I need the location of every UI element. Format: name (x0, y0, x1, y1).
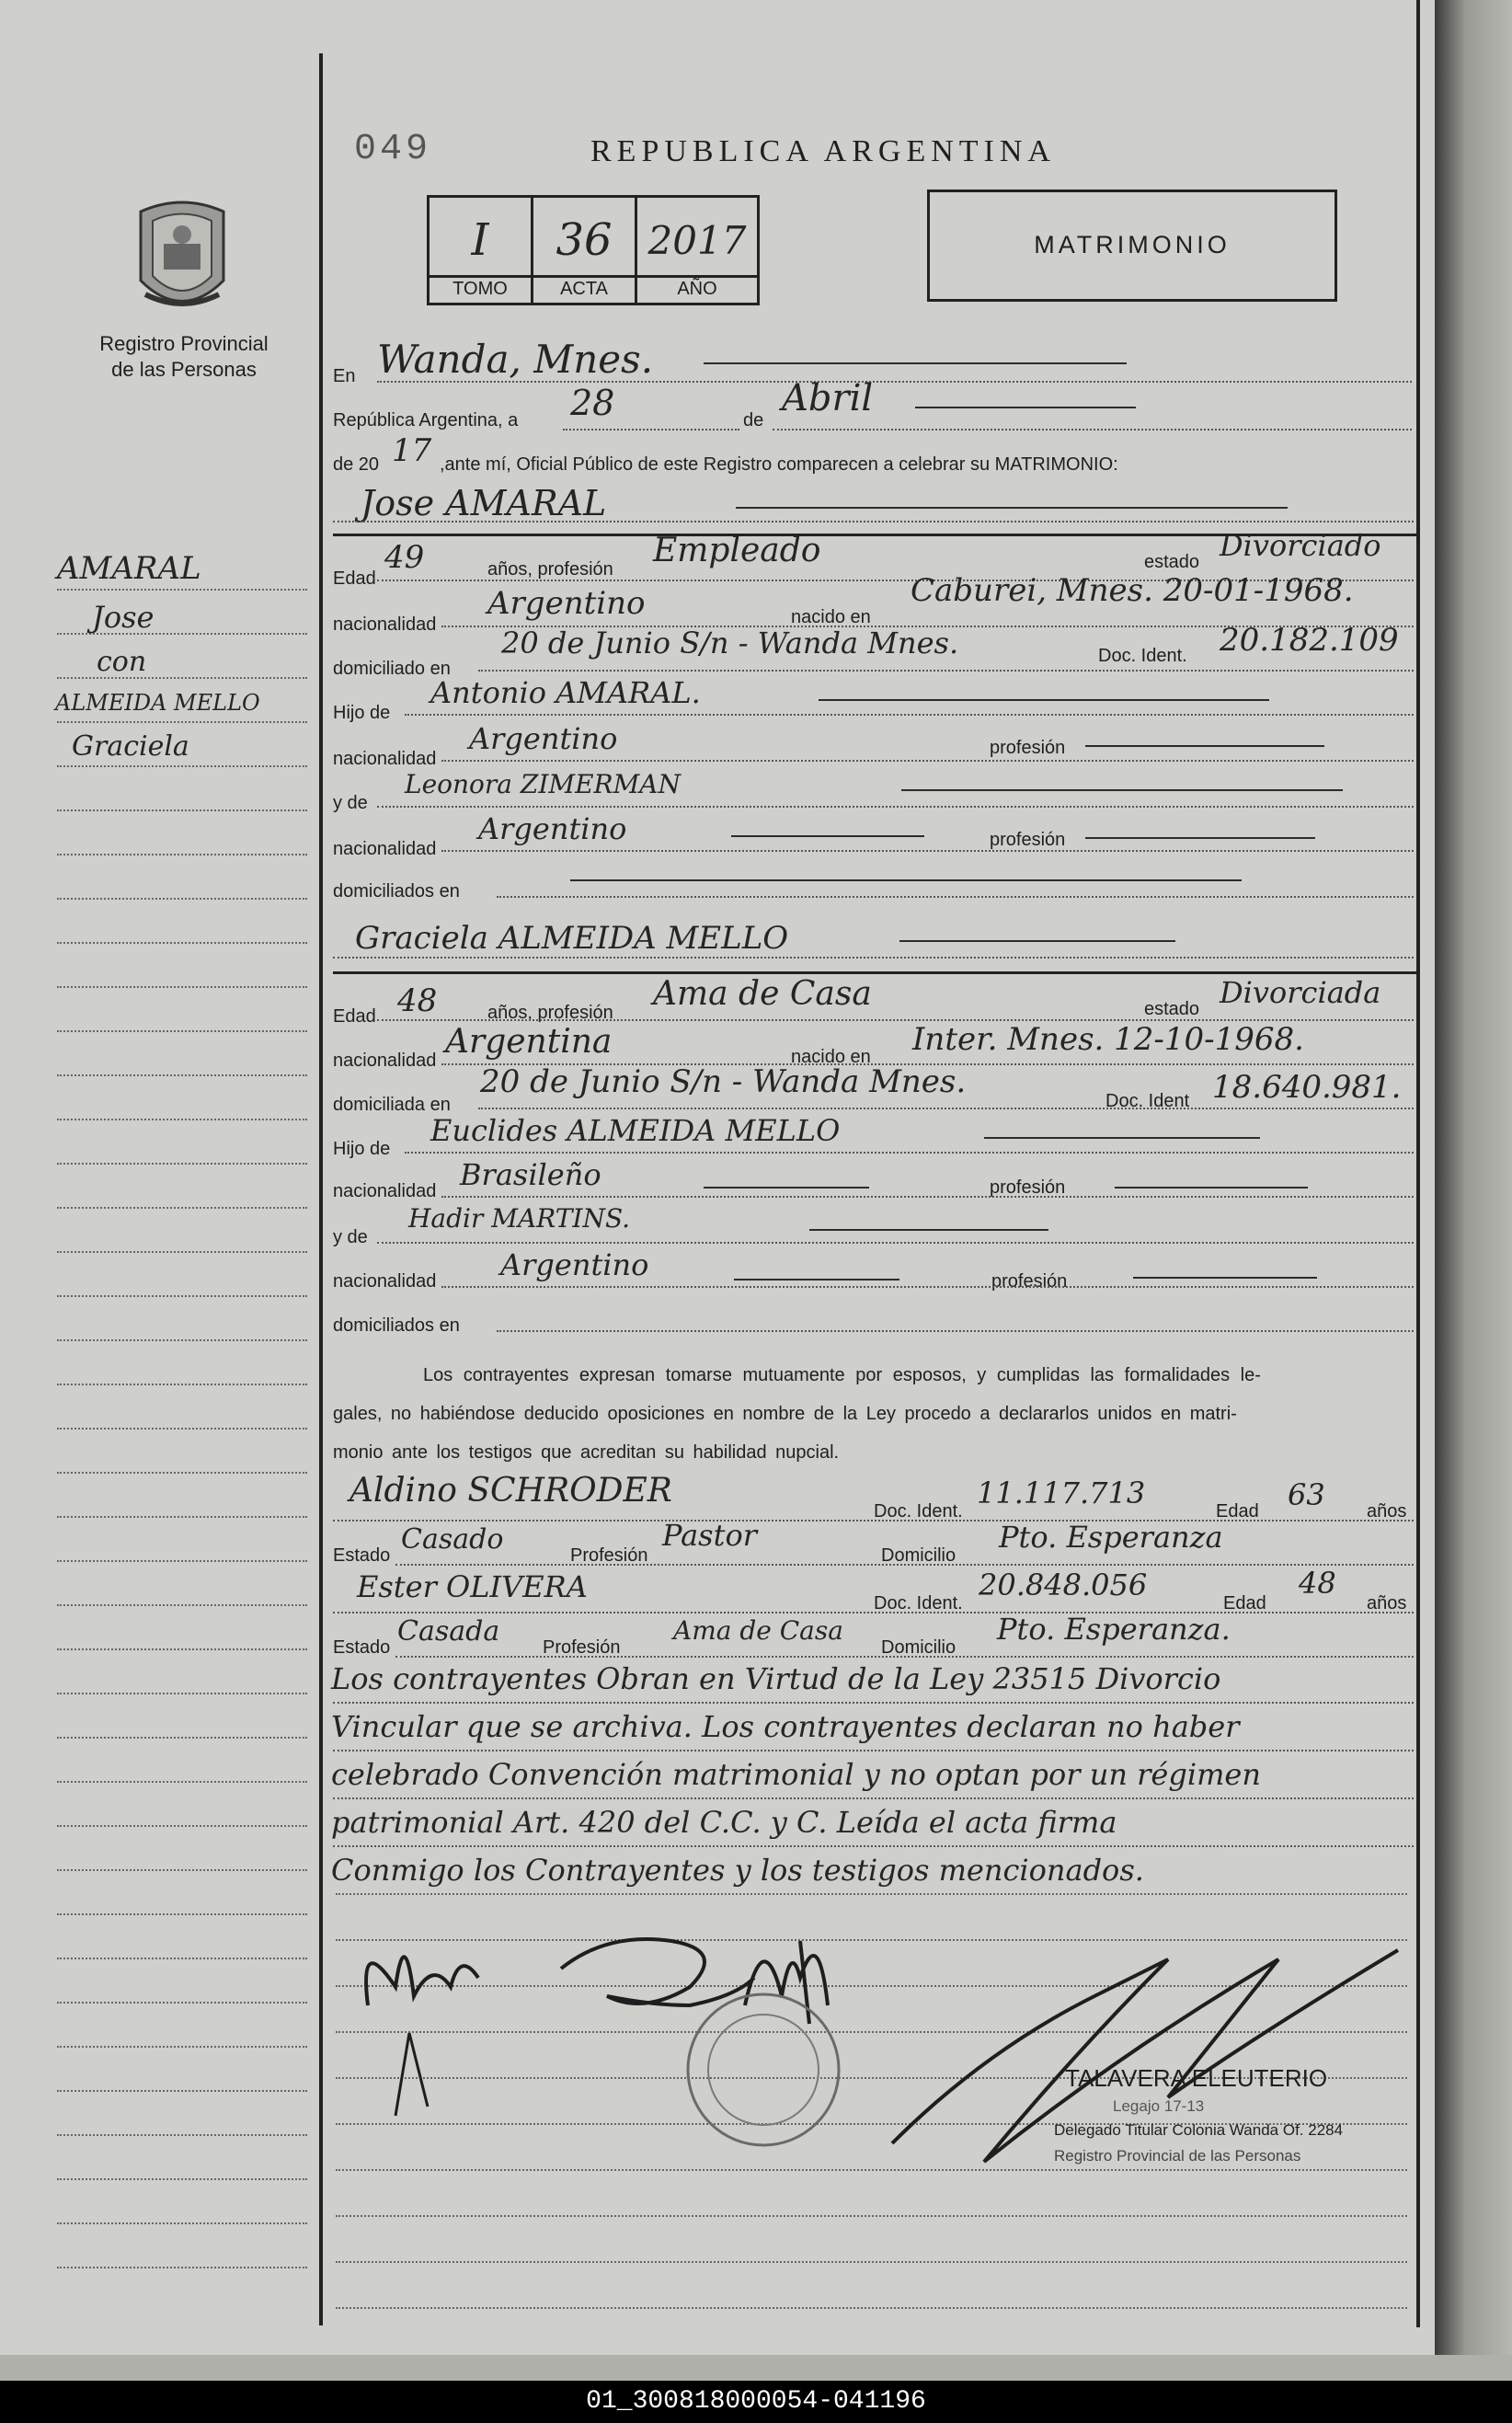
groom-madre-nac-label: nacionalidad (333, 839, 437, 859)
main-left-border (319, 53, 323, 2325)
groom-domiciliados-label: domiciliados en (333, 881, 460, 901)
tomo-value: I (471, 214, 489, 266)
acta-label: ACTA (560, 279, 608, 299)
witness-2-domicilio-label: Domicilio (881, 1637, 956, 1658)
bride-edad: 48 (397, 982, 438, 1019)
groom-name: Jose AMARAL (361, 483, 607, 523)
witness-1-edad-label: Edad (1216, 1501, 1259, 1522)
groom-madre: Leonora ZIMERMAN (405, 769, 681, 799)
bride-padre: Euclides ALMEIDA MELLO (430, 1113, 841, 1148)
note-line-4: patrimonial Art. 420 del C.C. y C. Leída el acta firma (331, 1805, 1117, 1840)
place-value: Wanda, Mnes. (377, 337, 654, 382)
witness-2-doc: 20.848.056 (979, 1567, 1148, 1602)
witness-1-estado: Casado (401, 1523, 504, 1556)
margin-line-2: Jose (92, 600, 155, 635)
groom-nacionalidad: Argentino (487, 585, 646, 622)
country-title: REPUBLICA ARGENTINA (590, 134, 1056, 168)
witness-2-edad-label: Edad (1223, 1593, 1266, 1613)
bride-profesion: Ama de Casa (653, 975, 872, 1013)
witness-1-doc: 11.117.713 (977, 1476, 1146, 1510)
groom-domicilio: 20 de Junio S/n - Wanda Mnes. (501, 626, 959, 660)
de-label: de (743, 410, 764, 431)
bride-edad-label: Edad (333, 1006, 376, 1027)
bride-nacido-en: Inter. Mnes. 12-10-1968. (912, 1021, 1304, 1058)
witness-1-estado-label: Estado (333, 1545, 391, 1566)
witness-2-anos-label: años (1367, 1593, 1407, 1613)
province-seal-icon (127, 193, 237, 322)
witness-1-domicilio: Pto. Esperanza (999, 1520, 1223, 1555)
groom-doc: 20.182.109 (1220, 622, 1399, 659)
groom-estado-label: estado (1144, 552, 1200, 572)
bride-doc: 18.640.981. (1212, 1069, 1402, 1106)
groom-edad: 49 (384, 539, 425, 576)
year-suffix: 17 (392, 432, 432, 469)
intro-text: ,ante mí, Oficial Público de este Registro comparecen a celebrar su MATRIMONIO: (440, 454, 1118, 475)
groom-nacido-label: nacido en (791, 607, 871, 627)
bride-madre-nac-label: nacionalidad (333, 1271, 437, 1292)
folio-number: 049 (354, 129, 432, 170)
tomo-label: TOMO (452, 279, 508, 299)
bride-divider (333, 971, 1416, 974)
witness-2-estado: Casada (397, 1615, 500, 1648)
ano-label: AÑO (677, 279, 717, 299)
registry-name: Registro Provincial de las Personas (99, 332, 269, 381)
witness-2-domicilio: Pto. Esperanza. (997, 1612, 1231, 1647)
margin-line-1: AMARAL (57, 550, 201, 587)
margin-line-5: Graciela (72, 730, 189, 763)
declaration-line-2: gales, no habiéndose deducido oposiciones en nombre de la Ley procedo a declararlos unidos en matri- (333, 1404, 1237, 1424)
groom-yde-label: y de (333, 793, 368, 813)
groom-doc-label: Doc. Ident. (1098, 646, 1187, 666)
doc-type: MATRIMONIO (1034, 231, 1231, 258)
witness-1-name: Aldino SCHRODER (349, 1472, 672, 1510)
bride-padre-nac-label: nacionalidad (333, 1181, 437, 1201)
bride-madre: Hadir MARTINS. (408, 1203, 631, 1234)
groom-padre-nac-label: nacionalidad (333, 749, 437, 769)
bride-estado-label: estado (1144, 999, 1200, 1019)
officer-name: TALAVERA ELEUTERIO (1065, 2064, 1328, 2092)
officer-title: Delegado Titular Colonia Wanda Of. 2284 (1054, 2121, 1344, 2139)
groom-nacido-en: Caburei, Mnes. 20-01-1968. (911, 572, 1354, 609)
en-label: En (333, 366, 356, 386)
bride-hijo-label: Hijo de (333, 1139, 391, 1159)
groom-nac-label: nacionalidad (333, 614, 437, 635)
page-bottom-edge (0, 2355, 1512, 2381)
groom-edad-label: Edad (333, 568, 376, 589)
note-line-3: celebrado Convención matrimonial y no optan por un régimen (331, 1757, 1261, 1792)
witness-1-domicilio-label: Domicilio (881, 1545, 956, 1566)
note-line-2: Vincular que se archiva. Los contrayentes declaran no haber (331, 1709, 1240, 1744)
bride-padre-nac: Brasileño (460, 1157, 601, 1192)
witness-1-profesion-label: Profesión (570, 1545, 648, 1566)
bride-domiciliados-label: domiciliados en (333, 1315, 460, 1336)
bride-nac-label: nacionalidad (333, 1051, 437, 1071)
declaration-line-1: Los contrayentes expresan tomarse mutuamente por esposos, y cumplidas las formalidades le- (423, 1365, 1261, 1385)
margin-line-3: con (97, 646, 147, 678)
witness-2-profesion-label: Profesión (543, 1637, 621, 1658)
bride-name: Graciela ALMEIDA MELLO (355, 920, 789, 957)
officer-registry: Registro Provincial de las Personas (1054, 2147, 1301, 2165)
scan-footer-id: 01_300818000054-041196 (0, 2381, 1512, 2423)
witness-1-edad: 63 (1288, 1477, 1325, 1512)
bride-doc-label: Doc. Ident (1105, 1091, 1190, 1111)
rep-label: República Argentina, a (333, 410, 519, 431)
witness-2-estado-label: Estado (333, 1637, 391, 1658)
witness-2-name: Ester OLIVERA (357, 1569, 588, 1604)
record-box (427, 195, 760, 305)
page-edge (1435, 0, 1512, 2355)
groom-dom-label: domiciliado en (333, 659, 451, 679)
acta-value: 36 (556, 214, 613, 266)
bride-estado: Divorciada (1220, 975, 1381, 1010)
note-line-1: Los contrayentes Obran en Virtud de la Ley 23515 Divorcio (331, 1661, 1221, 1696)
bride-anos-profesion-label: años, profesión (487, 1003, 613, 1023)
groom-padre: Antonio AMARAL. (430, 675, 701, 710)
day-value: 28 (570, 383, 615, 423)
margin-line-4: ALMEIDA MELLO (55, 690, 260, 716)
witness-2-edad: 48 (1299, 1566, 1336, 1601)
groom-profesion: Empleado (653, 532, 821, 569)
witness-2-profesion: Ama de Casa (673, 1615, 843, 1646)
bride-domicilio: 20 de Junio S/n - Wanda Mnes. (480, 1063, 967, 1100)
witness-2-doc-label: Doc. Ident. (874, 1593, 963, 1613)
month-value: Abril (782, 377, 874, 419)
declaration-line-3: monio ante los testigos que acreditan su habilidad nupcial. (333, 1442, 840, 1463)
bride-yde-label: y de (333, 1227, 368, 1247)
bride-nacido-label: nacido en (791, 1047, 871, 1067)
groom-padre-prof-label: profesión (990, 738, 1066, 758)
groom-padre-nac: Argentino (469, 721, 618, 756)
witness-1-profesion: Pastor (662, 1518, 758, 1553)
bride-madre-nac: Argentino (500, 1247, 649, 1282)
witness-1-doc-label: Doc. Ident. (874, 1501, 963, 1522)
note-line-5: Conmigo los Contrayentes y los testigos mencionados. (331, 1853, 1144, 1888)
bride-padre-prof-label: profesión (990, 1177, 1066, 1198)
groom-anos-profesion-label: años, profesión (487, 559, 613, 580)
year-label: de 20 (333, 454, 380, 475)
groom-madre-prof-label: profesión (990, 830, 1066, 850)
doc-type-box (927, 189, 1337, 302)
groom-madre-nac: Argentino (478, 811, 627, 846)
bride-madre-prof-label: profesión (991, 1271, 1068, 1292)
ano-value: 2017 (647, 218, 747, 263)
witness-1-anos-label: años (1367, 1501, 1407, 1522)
bride-nacionalidad: Argentina (445, 1023, 613, 1061)
officer-legajo: Legajo 17-13 (1113, 2097, 1205, 2115)
groom-hijo-label: Hijo de (333, 703, 391, 723)
bride-dom-label: domiciliada en (333, 1095, 451, 1115)
groom-estado: Divorciado (1220, 528, 1381, 563)
